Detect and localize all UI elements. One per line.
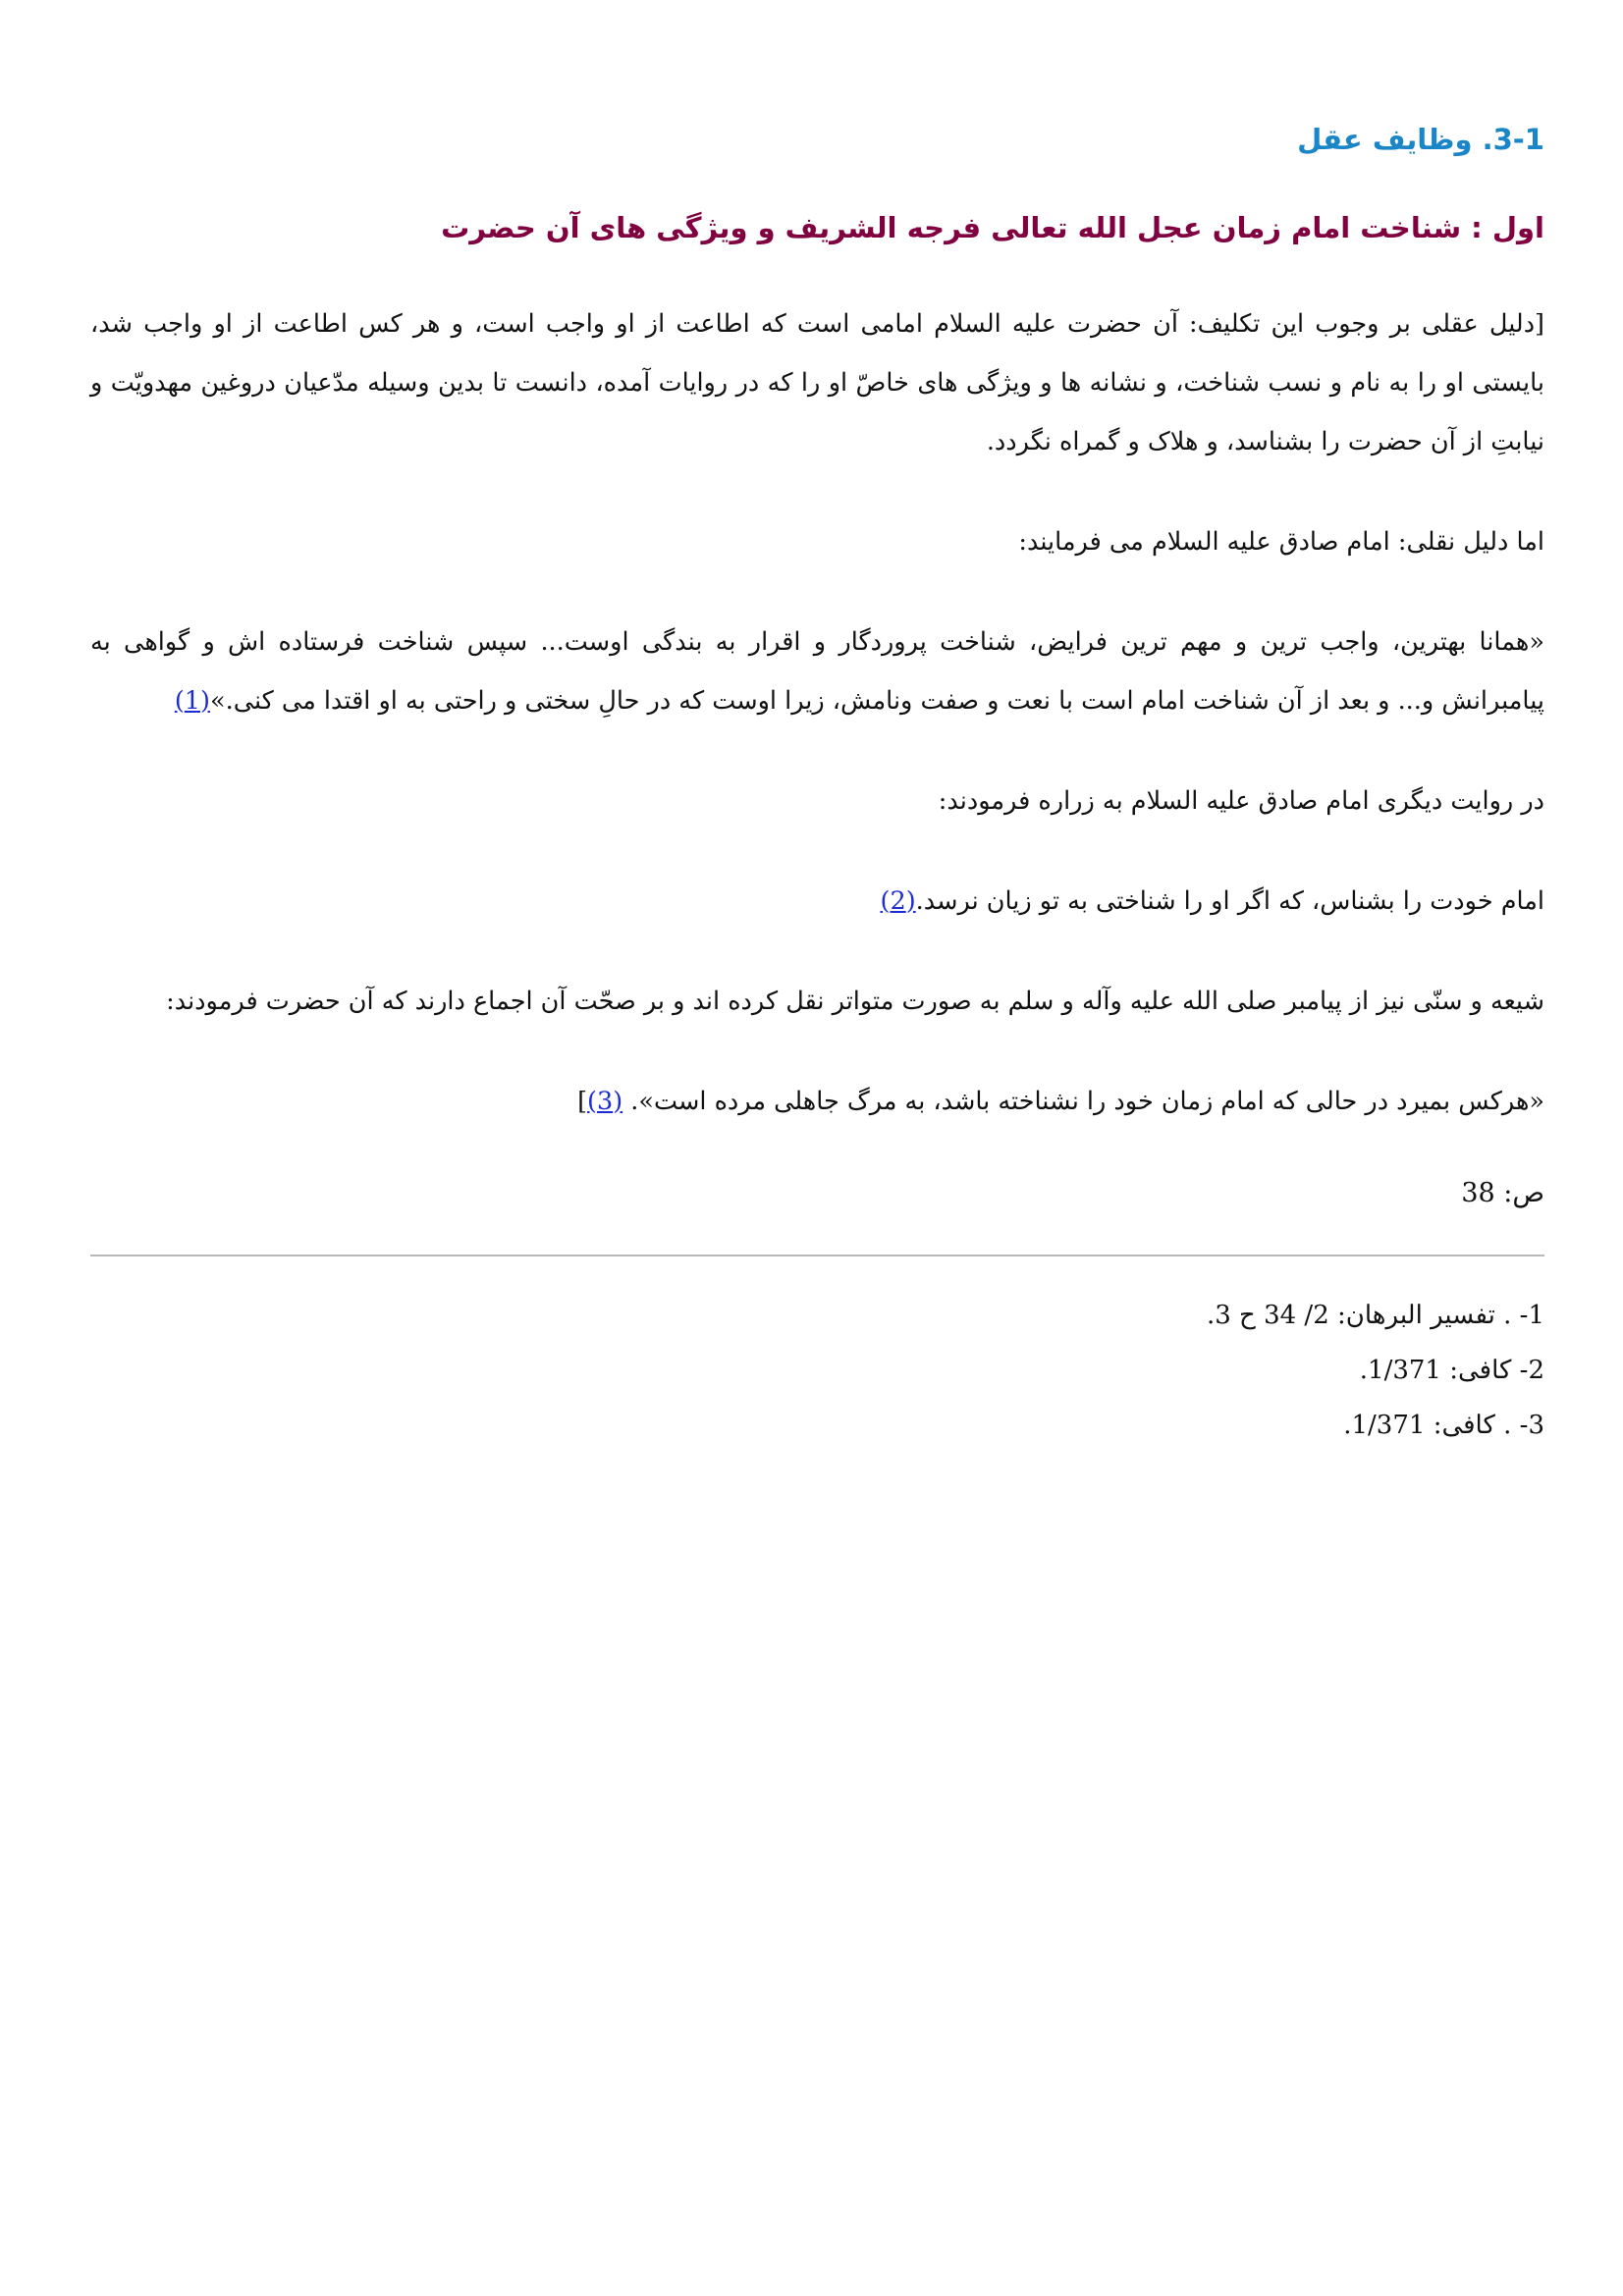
paragraph-narrative-proof: [90, 512, 1544, 571]
closing-bracket: ]: [577, 1087, 588, 1116]
footnote-2: 2- کافی: 1/371.: [1359, 1356, 1544, 1385]
paragraph-text: اما دلیل نقلی: امام صادق علیه السلام می فرمایند:: [1018, 527, 1544, 557]
paragraph-text: [دلیل عقلی بر وجوب این تکلیف: آن حضرت علیه السلام امامی است که اطاعت از او واجب است، و هر کس اطاعت از او واجب شد، بایستی او را به نام و نسب شناخت، و نشانه ها و ویژگی های خاصّ او را که در روایات آمده، دانست تا بدین وسیله مدّعیان دروغین مهدویّت و نیابتِ از آن حضرت را بشناسد، و هلاک و گمراه نگردد.: [90, 309, 1544, 456]
paragraph-quote-1: [90, 613, 1544, 730]
paragraph-text: «هرکس بمیرد در حالی که امام زمان خود را نشناخته باشد، به مرگ جاهلی مرده است».: [622, 1087, 1544, 1116]
paragraph-zurara: [90, 772, 1544, 830]
page-number: ص: 38: [1461, 1178, 1544, 1208]
sub-heading: اول : شناخت امام زمان عجل الله تعالی فرجه الشریف و ویژگی های آن حضرت: [441, 211, 1544, 244]
footnote-link-3[interactable]: (3): [587, 1087, 623, 1116]
section-heading: 3-1. وظایف عقل: [1297, 123, 1544, 156]
paragraph-rational-proof: [90, 294, 1544, 471]
paragraph-quote-3: [90, 1072, 1544, 1131]
footnote-list: [90, 1288, 1544, 1453]
paragraph-text: «همانا بهترین، واجب ترین و مهم ترین فرایض، شناخت پروردگار و اقرار به بندگی اوست... سپس شناخت فرستاده اش و گواهی به پیامبرانش و... و بعد از آن شناخت امام است با نعت و صفت ونامش، زیرا اوست که در حالِ سختی و راحتی به او اقتدا می کنی.»: [90, 627, 1544, 716]
paragraph-text: شیعه و سنّی نیز از پیامبر صلی الله علیه وآله و سلم به صورت متواتر نقل کرده اند و بر صحّت آن اجماع دارند که آن حضرت فرمودند:: [166, 987, 1544, 1016]
footnote-3: 3- . کافی: 1/371.: [1343, 1411, 1544, 1440]
footnote-1: 1- . تفسیر البرهان: 2/ 34 ح 3.: [1206, 1301, 1544, 1330]
footnote-divider: [90, 1255, 1544, 1256]
paragraph-text: در روایت دیگری امام صادق علیه السلام به زراره فرمودند:: [938, 786, 1544, 816]
paragraph-quote-2: [90, 872, 1544, 931]
footnote-link-1[interactable]: (1): [174, 686, 210, 716]
footnote-link-2[interactable]: (2): [880, 886, 916, 916]
paragraph-consensus: [90, 972, 1544, 1031]
paragraph-text: امام خودت را بشناس، که اگر او را شناختی به تو زیان نرسد.: [915, 886, 1544, 916]
